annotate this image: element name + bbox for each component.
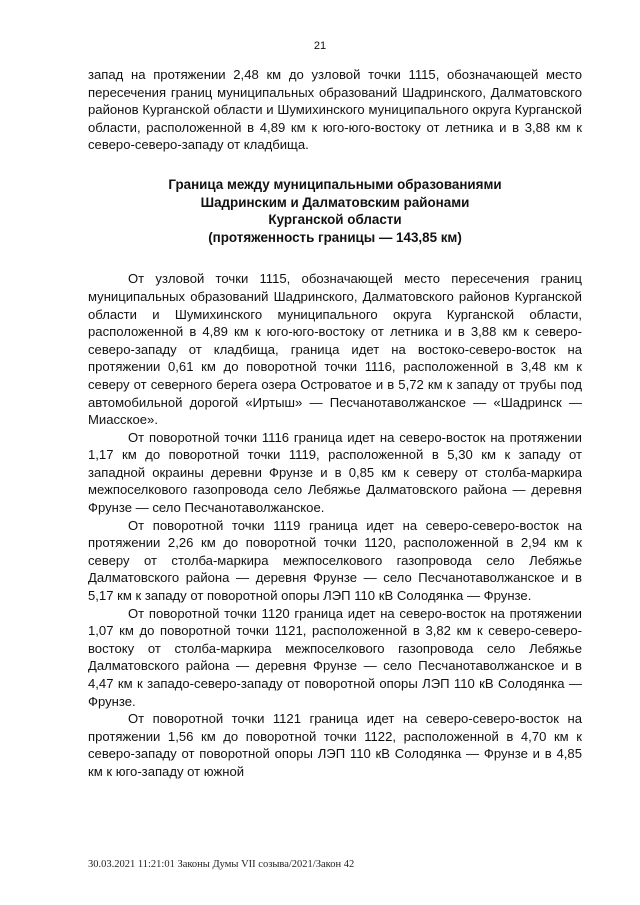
document-body: [88, 66, 582, 781]
intro-paragraph: запад на протяжении 2,48 км до узловой точки 1115, обозначающей место пересечения границ муниципальных образований Шадринского, Далматовского районов Курганской области и Шумихинского муниципального округа Курганской области, расположенной в 4,89 км к юго-юго-востоку от летника и в 3,88 км к северо-северо-западу от кладбища.: [88, 67, 582, 153]
page-number: 21: [313, 40, 327, 52]
document-footer: 30.03.2021 11:21:01 Законы Думы VII созыва/2021/Закон 42: [88, 859, 355, 870]
paragraph: От поворотной точки 1119 граница идет на северо-северо-восток на протяжении 2,26 км до поворотной точки 1120, расположенной в 2,94 км к северу от столба-маркира межпоселкового газопровода село Лебяжье Далматовского района — деревня Фрунзе — село Песчанотаволжанское и в 5,17 км к западу от поворотной опоры ЛЭП 110 кВ Солодянка — Фрунзе.: [88, 517, 582, 604]
heading-line-2: Шадринским и Далматовским районами: [200, 194, 470, 210]
heading-line-1: Граница между муниципальными образованиями: [168, 176, 502, 192]
paragraph: От поворотной точки 1116 граница идет на северо-восток на протяжении 1,17 км до поворотной точки 1119, расположенной в 5,30 км к западу от западной окраины деревни Фрунзе и в 0,85 км к северу от столба-маркира межпоселкового газопровода село Лебяжье Далматовского района — деревня Фрунзе — село Песчанотаволжанское.: [88, 429, 582, 516]
heading-line-3: Курганской области: [268, 212, 402, 228]
paragraph: От поворотной точки 1120 граница идет на северо-восток на протяжении 1,07 км до поворотной точки 1121, расположенной в 3,82 км к северо-северо-востоку от столба-маркира межпоселкового газопровода село Лебяжье Далматовского района — деревня Фрунзе — село Песчанотаволжанское и в 4,47 км к западо-северо-западу от поворотной опоры ЛЭП 110 кВ Солодянка — Фрунзе.: [88, 605, 582, 709]
section-heading: [88, 176, 582, 246]
paragraph: От поворотной точки 1121 граница идет на северо-северо-восток на протяжении 1,56 км до поворотной точки 1122, расположенной в 4,70 км к северо-западу от поворотной опоры ЛЭП 110 кВ Солодянка — Фрунзе и в 4,85 км к юго-западу от южной: [88, 711, 582, 779]
paragraph: От узловой точки 1115, обозначающей место пересечения границ муниципальных образований Шадринского, Далматовского районов Курганской области и Шумихинского муниципального округа Курганской области, расположенной в 4,89 км к юго-юго-востоку от летника и в 3,88 км к северо-северо-западу от кладбища, граница идет на востоко-северо-восток на протяжении 0,61 км до поворотной точки 1116, расположенной в 3,48 км к северу от северного берега озера Островатое и в 5,72 км к западу от трубы под автомобильной дорогой «Иртыш» — Песчанотаволжанское — «Шадринск — Миасское».: [88, 271, 582, 428]
heading-line-4: (протяженность границы — 143,85 км): [208, 229, 462, 245]
